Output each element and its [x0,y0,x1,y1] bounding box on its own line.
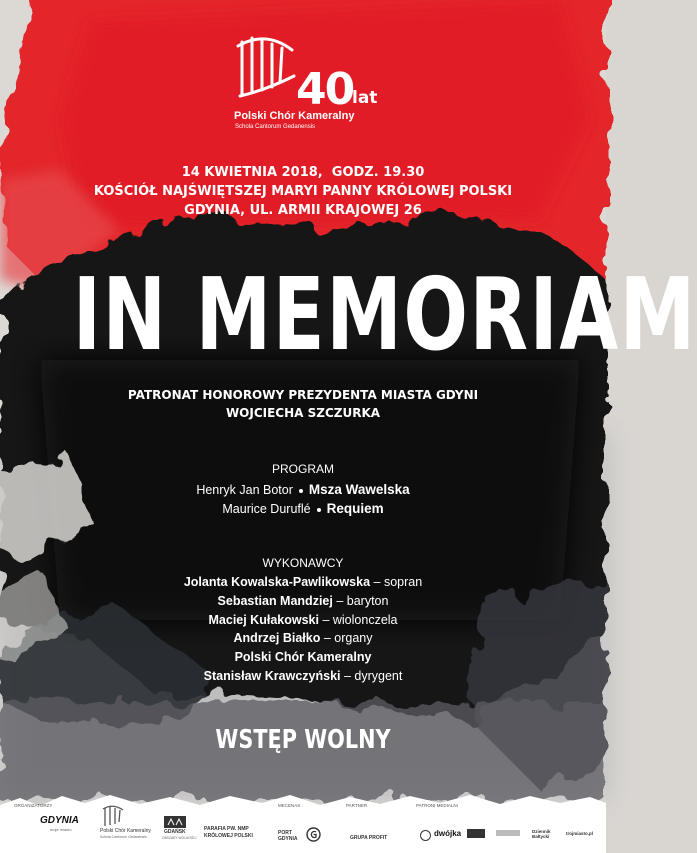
event-info [0,163,606,220]
radio-icon [420,830,431,841]
performer-name: Polski Chór Kameralny [234,650,372,664]
performer-row [0,631,606,645]
honorary-patronage [0,386,606,422]
program-work: Msza Wawelska [308,482,410,497]
performer-role: – sopran [373,575,423,589]
patronage-line-1: PATRONAT HONOROWY PREZYDENTA MIASTA GDYNI [127,388,479,402]
performer-row [0,594,606,608]
bullet-icon [317,508,321,512]
port-gdynia-icon [306,827,321,842]
patron-label: MECENAS [278,803,301,808]
performer-role: – wiolonczela [322,613,398,627]
concert-title: IN MEMORIAM [72,256,697,373]
sponsors-footer [0,800,606,853]
gdansk-tagline: OBSZARY WOLNOŚCI [162,836,197,840]
choir-emblem-small-icon [102,804,124,828]
bullet-icon [299,489,303,493]
program-composer: Maurice Duruflé [222,502,311,516]
pck-tagline: Schola Cantorum Gedanensis [100,835,147,839]
media-patrons-label: PATRONI MEDIALNI [416,803,458,808]
choir-40-years-logo [234,30,404,132]
performer-row [0,575,606,589]
performer-role: – organy [323,631,373,645]
performer-role: – baryton [336,594,389,608]
performer-row [0,669,606,683]
performer-row [0,650,606,664]
organizers-label: ORGANIZATORZY [14,803,53,808]
performer-name: Stanisław Krawczyński [203,669,341,683]
performer-role: – dyrygent [343,669,403,683]
program-item [0,501,606,516]
gdansk-crest-icon [164,816,186,828]
media-logo-icon [496,830,520,836]
pck-logo: Polski Chór Kameralny [100,828,151,834]
event-address: GDYNIA, UL. ARMII KRAJOWEJ 26 [184,203,422,218]
logo-suffix: lat [352,88,378,108]
port-gdynia-logo: PORT GDYNIA [278,830,298,842]
gdynia-logo: GDYNIA [40,815,79,826]
gdansk-logo: GDAŃSK [164,829,186,835]
logo-choir-subname: Schola Cantorum Gedanensis [235,124,316,130]
event-venue: KOŚCIÓŁ NAJŚWIĘTSZEJ MARYI PANNY KRÓLOWEJ POLSKI [93,184,513,199]
logo-choir-name: Polski Chór Kameralny [234,110,355,122]
partner-label: PARTNER [346,803,368,808]
free-admission: WSTĘP WOLNY [215,725,391,755]
logo-number: 40 [296,64,354,115]
program-work: Requiem [326,501,384,516]
gdynia-tagline: moje miasto [50,827,72,832]
event-date-time: 14 KWIETNIA 2018, GODZ. 19.30 [181,165,425,180]
dwojka-logo: dwójka [434,829,462,838]
program-composer: Henryk Jan Botor [196,483,293,497]
patronage-line-2: WOJCIECHA SZCZURKA [225,406,381,420]
performer-name: Maciej Kułakowski [208,613,319,627]
performers-label: WYKONAWCY [262,556,344,570]
performer-row [0,613,606,627]
performer-name: Sebastian Mandziej [217,594,333,608]
performer-name: Jolanta Kowalska-Pawlikowska [183,575,371,589]
program-label: PROGRAM [271,462,334,476]
trojmiasto-logo: trojmiasto.pl [566,831,594,836]
program-item [0,482,606,497]
choir-emblem-icon [236,32,298,102]
dziennik-baltycki-logo: Dziennik Bałtycki [532,829,551,839]
parish-logo: PARAFIA PW. NMP KRÓLOWEJ POLSKI [204,826,253,839]
grupa-profit-logo: GRUPA PROFIT [350,835,388,841]
tv-station-icon [467,829,485,838]
performer-name: Andrzej Białko [233,631,321,645]
